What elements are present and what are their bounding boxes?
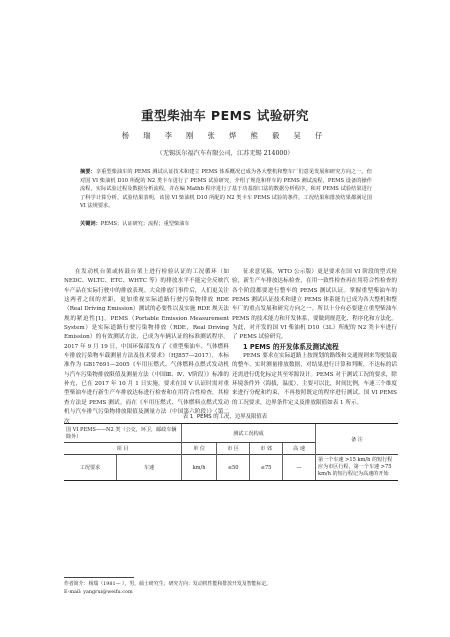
row-item: 车速 — [117, 455, 182, 481]
header-unit: 单 位 — [182, 443, 217, 455]
header-motorway: 高 速 — [283, 443, 316, 455]
table-caption — [0, 412, 450, 420]
table-header-row-1 — [64, 424, 398, 443]
row-unit: km/h — [182, 455, 217, 481]
keywords — [80, 220, 372, 229]
section-heading-1: 1 PEMS 的开发体系及测试流程 — [243, 342, 339, 351]
author-list: 杨 瑞 李 刚 张 烨 熊 毅 吴 仔 — [121, 131, 329, 140]
emission-limits-table — [64, 423, 398, 481]
author-bio: 作者简介：杨瑞（1981— ），男，硕士研究生；研究方向：发动机性能和排放开发及智能标定。 — [64, 581, 272, 587]
footnote — [64, 580, 394, 596]
row-motorway: — — [283, 455, 316, 481]
table-note-header: 备 注 — [316, 424, 399, 455]
table-number: 表 1 — [182, 414, 194, 420]
abstract-text: 享重型柴油车的 PEMS 测试认证技术和建立 PEMS 体系概况已成为各大整机和整车厂们意见发展和研究方向之一。但对国 VI 柴油机 D10 所配的 N2 类卡车进行了 PEMS 试验研究，介绍了规范和样车的 PEMS 测试流程，PEMS 设备的操作流程，实际试验过程及数据分析流程，并在编 Mathb 程序进行了基于功基窗口法的数据分析程序，和对 PEMS 试验结果进行了科学计算分析。试验结果表明，该国 VI 柴油机 D10 所配的 N2 类卡车 PEMS 试验的条件，工况结果和排放结果都满足国 VI 法规要求。 — [80, 169, 372, 210]
paper-title: 重型柴油车 PEMS 试验研究 — [141, 108, 309, 123]
row-urban: ≤50 — [217, 455, 250, 481]
header-urban: 市 区 — [217, 443, 250, 455]
keywords-text: PEMS；认证研究；流程；重型柴油车 — [100, 221, 190, 227]
abstract — [80, 168, 372, 211]
header-rural: 市 郊 — [250, 443, 283, 455]
row-note: 第一个车速 >15 km/h 的短行程应为市区行程，第一个车速 >75 km/h 的短行程记为高速的开始 — [316, 455, 399, 481]
table-title-cell: 国 VI PEMS——N2 类（公交，环卫，邮政车辆除外） — [64, 424, 182, 443]
table-mid-header: 测试工况构成 — [182, 424, 316, 443]
author-email: E-mail: yangrui@weifu.com — [64, 589, 133, 595]
abstract-label: 摘要： — [80, 169, 96, 175]
section-1-paragraph: PEMS 要求在实际道路上按规划的路线和交通规则来驾驶装载的整车，实时测量排放数据，对结果进行计算和判断，不达标的话还需进行优化标定其至零源设计。PEMS 对于测试工况的要求，除环境条件外（海拔，温度），主要可以比，时间比例，车速三个维度来进行分配和约束，不再按照既定的程序进行测试。国 VI PEMS 的工况要求，边界条件定义及排放限值如表 1 所示。 — [232, 353, 398, 406]
header-item: 项 目 — [64, 443, 182, 455]
footnote-divider — [64, 577, 134, 578]
row-group: 工况要求 — [64, 455, 117, 481]
left-column — [64, 268, 229, 427]
affiliation: （无锡沃尔福汽车有限公司，江苏无锡 214000） — [156, 150, 294, 157]
table-row — [64, 455, 398, 481]
row-rural: ≤75 — [250, 455, 283, 481]
right-column — [232, 268, 397, 408]
keywords-label: 关键词： — [80, 221, 101, 227]
table-caption-text: PEMS 的工况，边界及限值表 — [196, 414, 268, 420]
intro-paragraph-1: 在发动机台架或转鼓台架上进行检验认证的工况循环（如 NEDC、WLTC、ETC、WHTC 等）的排放水平不能完全反映汽车产品在实际行驶中的排放表现。大众排放门事件后，人们更关注这两者之间的差距，更加重视实际道路行驶污染物排放 RDE（Real Driving Emission）测试的必要性以及实施 RDE 规天法规的紧迫性[1]。PEMS（Portable Emission Measurement System）是实际道路行驶污染物排放（RDE，Real Driving Emission）的有效测试方法，已成为车辆认证的标准测试程序。2017 年 9 月 19 日，中国环保部发布了《重型柴油车、气体燃料车排放污染物车载测量方法及技术要求》（HJ857—2017），本标准作为 GB17691—2005《车用压燃式、气体燃料点燃式发动机与汽车污染物排放限值及测量方法（中国Ⅲ、Ⅳ、Ⅴ阶段）》标准的补充，已在 2017 年 10 月 1 日实施，要求在国 V 认证时需对重型柴油车进行新生产车排放达标进行检查和在用符合性检查，其检查方法是 PEMS 测试。而在《车用压燃式、气体燃料点燃式发动机与汽车排气污染物排放限值及测量方法（中国第六阶段）》（第二次 — [64, 269, 229, 425]
intro-paragraph-2: 征求意见稿，WTO 公示版）更是要求在国 VI 阶段的型式检验，新生产车排放达标检查，在用一致性检查再在用符合性检查的各个阶段都要进行整车的 PEMS 测试认证。掌握重型柴油车的 PEMS 测试认证技术和建立 PEMS 体系能力已成为各大整机和整车厂的重点发展和研究方向之一。所以十分有必要建立重型柴油车 PEMS 的技术能力和开发体系，要做到规范化、程序化和方法化。为此，对开发的国 VI 柴油机 D10（3L）所配的 N2 类卡车进行了 PEMS 试验研究。 — [232, 269, 397, 341]
